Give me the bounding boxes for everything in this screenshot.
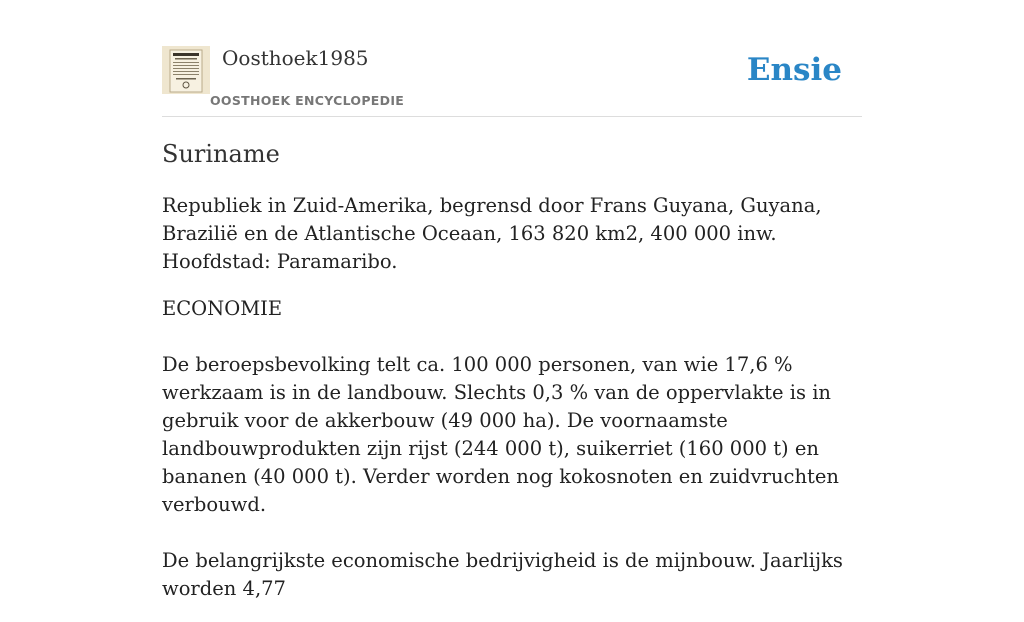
section-heading: ECONOMIE [162, 297, 283, 320]
article-paragraph: Republiek in Zuid-Amerika, begrensd door Frans Guyana, Guyana, Brazilië en de Atlantische Oceaan, 163 820 km2, 400 000 inw. Hoofdstad: Paramaribo. [162, 194, 822, 273]
avatar[interactable] [162, 46, 210, 94]
article-header [162, 0, 862, 117]
article-paragraph: De beroepsbevolking telt ca. 100 000 personen, van wie 17,6 % werkzaam is in de landbouw. Slechts 0,3 % van de oppervlakte is in gebruik voor de akkerbouw (49 000 ha). De voornaamste landbouwprodukten zijn rijst (244 000 t), suikerriet (160 000 t) en bananen (40 000 t). Verder worden nog kokosnoten en zuidvruchten verbouwd. [162, 353, 839, 516]
collection-name[interactable]: OOSTHOEK ENCYCLOPEDIE [210, 93, 405, 108]
user-name[interactable]: Oosthoek1985 [222, 46, 369, 70]
article-paragraph: De belangrijkste economische bedrijvigheid is de mijnbouw. Jaarlijks worden 4,77 [162, 549, 843, 600]
ensie-logo[interactable]: Ensie [746, 52, 842, 88]
page-title: Suriname [162, 140, 280, 168]
book-cover-icon [162, 46, 210, 94]
article-page [162, 0, 862, 600]
article-body [162, 192, 862, 622]
